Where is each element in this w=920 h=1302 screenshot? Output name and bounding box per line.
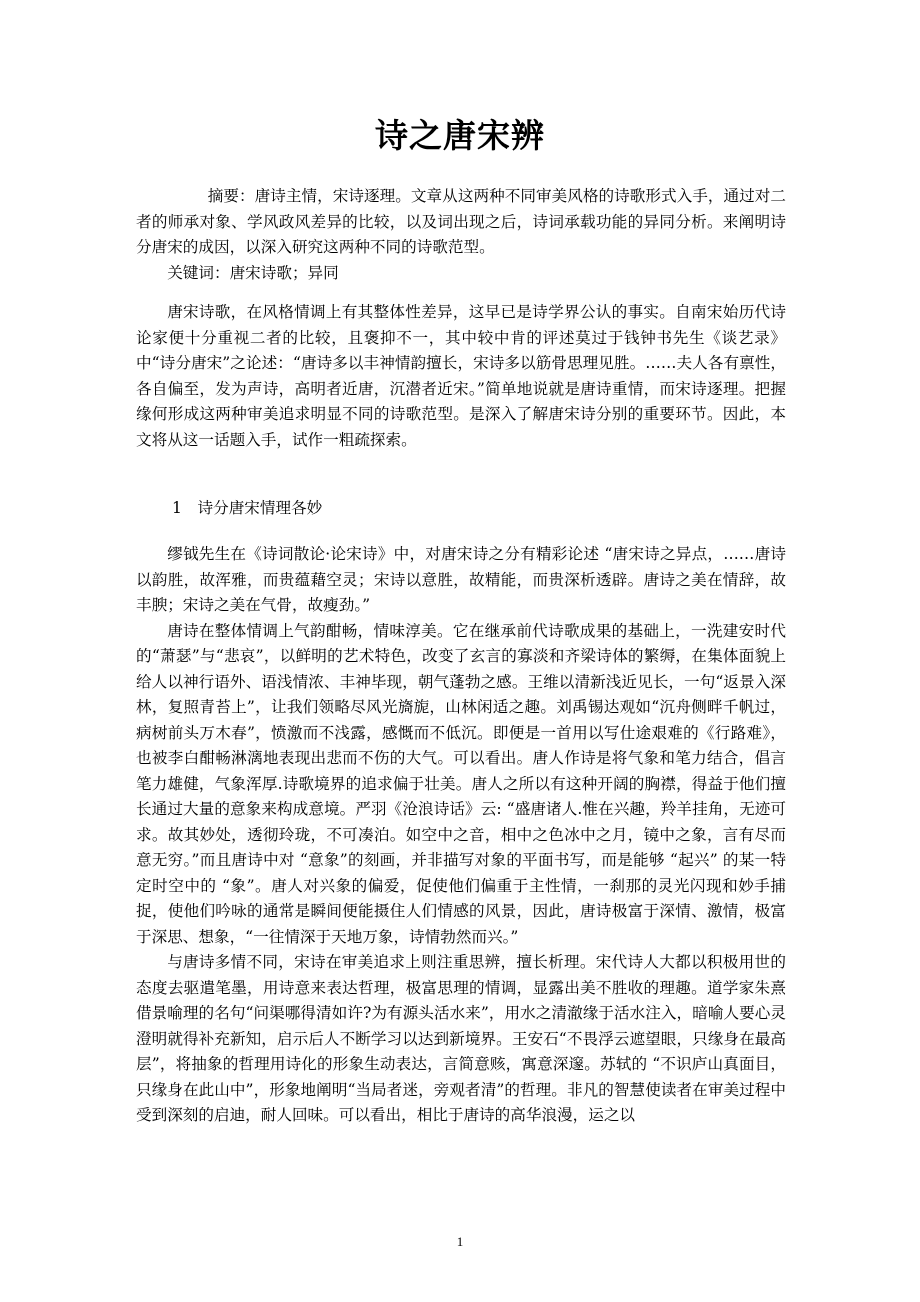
keywords-line: 关键词：唐宋诗歌；异同 xyxy=(167,263,339,282)
abstract-text: 摘要：唐诗主情，宋诗逐理。文章从这两种不同审美风格的诗歌形式入手，通过对二者的师承对象、学风政风差异的比较，以及词出现之后，诗词承载功能的异同分析。来阐明诗分唐宋的成因，以深入研究这两种不同的诗歌范型。 xyxy=(136,187,786,256)
intro-paragraph: 唐宋诗歌，在风格情调上有其整体性差异，这早已是诗学界公认的事实。自南宋始历代诗论家便十分重视二者的比较，且褒抑不一，其中较中肯的评述莫过于钱钟书先生《谈艺录》中“诗分唐宋”之论述：“唐诗多以丰神情韵擅长，宋诗多以筋骨思理见胜。……夫人各有禀性，各自偏至，发为声诗，高明者近唐，沉潜者近宋。”简单地说就是唐诗重情，而宋诗逐理。把握缘何形成这两种审美追求明显不同的诗歌范型。是深入了解唐宋诗分别的重要环节。因此，本文将从这一话题入手，试作一粗疏探索。 xyxy=(136,303,786,449)
abstract-block xyxy=(136,184,786,286)
body-paragraph: 缪钺先生在《诗词散论·论宋诗》中，对唐宋诗之分有精彩论述 “唐宋诗之异点，……唐诗以韵胜，故浑雅，而贵蕴藉空灵；宋诗以意胜，故精能，而贵深析透辟。唐诗之美在情辞，故丰腴；宋诗之美在气骨，故瘦劲。” xyxy=(136,545,786,614)
intro-block xyxy=(136,300,786,453)
section-1-heading: 1 诗分唐宋情理各妙 xyxy=(172,499,323,517)
page-number: 1 xyxy=(456,1234,464,1249)
document-title: 诗之唐宋辨 xyxy=(375,116,545,155)
body-paragraph: 与唐诗多情不同，宋诗在审美追求上则注重思辨，擅长析理。宋代诗人大都以积极用世的态度去驱遣笔墨，用诗意来表达哲理，极富思理的情调，显露出美不胜收的理趣。道学家朱熹借景喻理的名句“问渠哪得清如许?为有源头活水来”，用水之清澈缘于活水注入，暗喻人要心灵澄明就得补充新知，启示后人不断学习以达到新境界。王安石“不畏浮云遮望眼，只缘身在最高层”，将抽象的哲理用诗化的形象生动表达，言简意赅，寓意深邃。苏轼的 “不识庐山真面目，只缘身在此山中”，形象地阐明“当局者迷，旁观者清”的哲理。非凡的智慧使读者在审美过程中受到深刻的启迪，耐人回味。可以看出，相比于唐诗的高华浪漫，运之以 xyxy=(136,953,786,1124)
section-1-body xyxy=(136,542,786,1129)
body-paragraph: 唐诗在整体情调上气韵酣畅，情味淳美。它在继承前代诗歌成果的基础上，一洗建安时代的“萧瑟”与“悲哀”，以鲜明的艺术特色，改变了玄言的寡淡和齐梁诗体的繁缛，在集体面貌上给人以神行语外、语浅情浓、丰神毕现，朝气蓬勃之感。王维以清新浅近见长，一句“返景入深林，复照青苔上”，让我们领略尽风光旖旎，山林闲适之趣。刘禹锡达观如“沉舟侧畔千帆过，病树前头万木春”，愤激而不浅露，感慨而不低沉。即便是一首用以写仕途艰难的《行路难》，也被李白酣畅淋漓地表现出悲而不伤的大气。可以看出。唐人作诗是将气象和笔力结合，倡言笔力雄健，气象浑厚.诗歌境界的追求偏于壮美。唐人之所以有这种开阔的胸襟，得益于他们擅长通过大量的意象来构成意境。严羽《沧浪诗话》云: “盛唐诸人.惟在兴趣，羚羊挂角，无迹可求。故其妙处，透彻玲珑，不可凑泊。如空中之音，相中之色冰中之月，镜中之象，言有尽而意无穷。”而且唐诗中对 “意象”的刻画，并非描写对象的平面书写，而是能够 “起兴” 的某一特定时空中的 “象”。唐人对兴象的偏爱，促使他们偏重于主性情，一刹那的灵光闪现和妙手捕捉，使他们吟咏的通常是瞬间便能摄住人们情感的风景，因此，唐诗极富于深情、激情，极富于深思、想象，“一往情深于天地万象，诗情勃然而兴。” xyxy=(136,621,786,946)
